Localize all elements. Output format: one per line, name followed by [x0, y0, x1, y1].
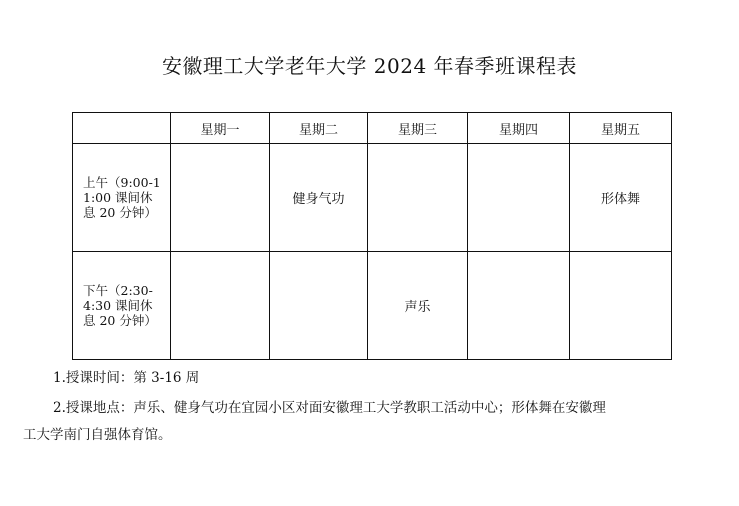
course-cell-morning-tuesday: 健身气功	[270, 144, 368, 252]
course-cell-morning-friday: 形体舞	[570, 144, 672, 252]
course-cell-morning-monday	[171, 144, 270, 252]
day-header-tuesday: 星期二	[270, 113, 368, 144]
course-cell-afternoon-monday	[171, 252, 270, 360]
day-header-wednesday: 星期三	[368, 113, 468, 144]
course-cell-afternoon-wednesday: 声乐	[368, 252, 468, 360]
course-cell-afternoon-friday	[570, 252, 672, 360]
time-slot-afternoon: 下午（2:30-4:30 课间休息 20 分钟）	[73, 252, 171, 360]
corner-cell	[73, 113, 171, 144]
course-cell-morning-wednesday	[368, 144, 468, 252]
day-header-thursday: 星期四	[468, 113, 570, 144]
note-teaching-location-line2: 工大学南门自强体育馆。	[23, 427, 172, 443]
course-schedule-table	[72, 112, 672, 360]
day-header-monday: 星期一	[171, 113, 270, 144]
table-row-afternoon	[73, 252, 672, 360]
table-header-row	[73, 113, 672, 144]
note-teaching-time: 1.授课时间：第 3-16 周	[53, 370, 200, 386]
time-slot-morning: 上午（9:00-11:00 课间休息 20 分钟）	[73, 144, 171, 252]
note-teaching-location-line1: 2.授课地点：声乐、健身气功在宜园小区对面安徽理工大学教职工活动中心；形体舞在安徽理	[53, 400, 606, 416]
course-cell-morning-thursday	[468, 144, 570, 252]
table-row-morning	[73, 144, 672, 252]
day-header-friday: 星期五	[570, 113, 672, 144]
document-title: 安徽理工大学老年大学 2024 年春季班课程表	[161, 54, 578, 78]
course-cell-afternoon-thursday	[468, 252, 570, 360]
course-cell-afternoon-tuesday	[270, 252, 368, 360]
